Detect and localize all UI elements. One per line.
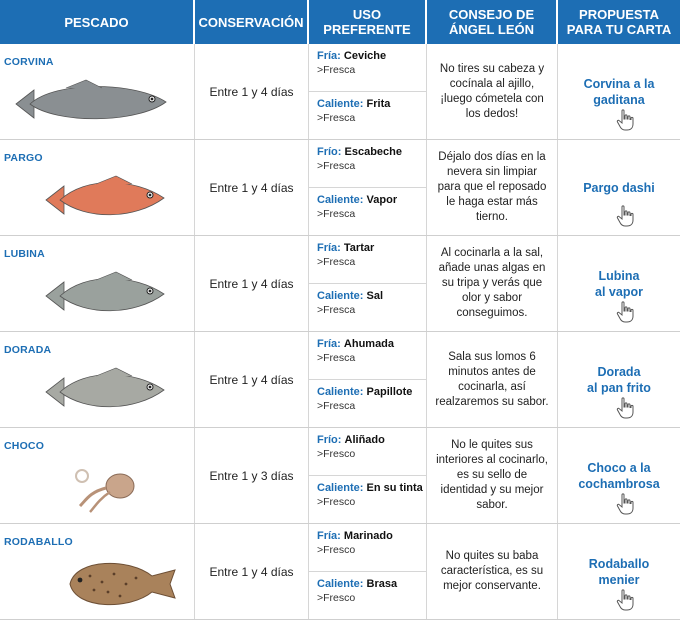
uso-caliente — [309, 476, 427, 524]
pointer-hand-icon — [616, 493, 634, 515]
header-propuesta: PROPUESTA PARA TU CARTA — [558, 0, 680, 44]
uso-caliente — [309, 92, 427, 140]
table-header — [0, 0, 680, 44]
uso-cell — [309, 44, 427, 139]
table-row — [0, 236, 680, 332]
fish-image — [10, 264, 185, 326]
fish-image — [10, 360, 185, 422]
fish-image — [10, 552, 185, 614]
propuesta-line2[interactable]: cochambrosa — [578, 476, 660, 491]
uso-fria — [309, 524, 427, 572]
propuesta-line1[interactable]: Corvina a la — [583, 76, 655, 91]
uso-fria-sub: >Fresco — [317, 544, 356, 556]
uso-caliente — [309, 188, 427, 236]
uso-fria-label: Fría: — [317, 50, 341, 62]
conservacion-text: Entre 1 y 4 días — [209, 372, 294, 387]
conservacion-cell — [195, 524, 309, 619]
consejo-cell — [427, 44, 558, 139]
uso-caliente-dish: En su tinta — [366, 482, 423, 494]
pointer-hand-icon — [616, 589, 634, 611]
consejo-cell — [427, 236, 558, 331]
conservacion-cell — [195, 140, 309, 235]
conservacion-text: Entre 1 y 4 días — [209, 180, 294, 195]
uso-fria-dish: Ceviche — [343, 50, 387, 62]
propuesta-line1[interactable]: Pargo dashi — [583, 180, 655, 195]
uso-cell — [309, 332, 427, 427]
pointer-hand-icon — [616, 205, 634, 227]
conservacion-cell — [195, 236, 309, 331]
uso-fria-dish: Escabeche — [344, 146, 402, 158]
table-body — [0, 44, 680, 620]
consejo-cell — [427, 524, 558, 619]
pointer-hand-icon — [616, 397, 634, 419]
table-row — [0, 44, 680, 140]
uso-fria-label: Fría: — [317, 242, 341, 254]
conservacion-text: Entre 1 y 4 días — [209, 276, 294, 291]
conservacion-cell — [195, 332, 309, 427]
fish-name: CORVINA — [4, 56, 54, 68]
uso-fria — [309, 332, 427, 380]
table-row — [0, 428, 680, 524]
consejo-cell — [427, 332, 558, 427]
uso-caliente-dish: Papillote — [366, 386, 413, 398]
fish-cell — [0, 524, 195, 619]
uso-fria-label: Frío: — [317, 434, 342, 446]
fish-cell — [0, 428, 195, 523]
consejo-text: No le quites sus interiores al cocinarlo, es su sello de identidad y su mejor sabor. — [436, 439, 548, 511]
header-consejo: CONSEJO DE ÁNGEL LEÓN — [427, 0, 558, 44]
uso-fria-sub: >Fresca — [317, 64, 356, 76]
conservacion-text: Entre 1 y 4 días — [209, 564, 294, 579]
fish-image — [10, 168, 185, 230]
uso-caliente-sub: >Fresca — [317, 208, 356, 220]
header-conservacion: CONSERVACIÓN — [195, 0, 309, 44]
uso-caliente-label: Caliente: — [317, 194, 364, 206]
uso-fria-label: Frío: — [317, 146, 342, 158]
propuesta-link[interactable] — [558, 428, 680, 523]
fish-cell — [0, 332, 195, 427]
uso-caliente-label: Caliente: — [317, 386, 364, 398]
fish-name: LUBINA — [4, 248, 45, 260]
uso-fria-sub: >Fresco — [317, 448, 356, 460]
propuesta-link[interactable] — [558, 236, 680, 331]
uso-caliente-dish: Sal — [366, 290, 384, 302]
uso-cell — [309, 428, 427, 523]
uso-caliente — [309, 284, 427, 332]
propuesta-line1[interactable]: Dorada — [597, 364, 641, 379]
uso-cell — [309, 524, 427, 619]
header-uso: USO PREFERENTE — [309, 0, 427, 44]
uso-fria-dish: Ahumada — [343, 338, 395, 350]
uso-caliente-sub: >Fresco — [317, 592, 356, 604]
propuesta-link[interactable] — [558, 524, 680, 619]
uso-fria — [309, 140, 427, 188]
uso-cell — [309, 236, 427, 331]
fish-cell — [0, 44, 195, 139]
consejo-text: Al cocinarla a la sal, añade unas algas en su tripa y verás que olor y sabor conseguimos. — [438, 247, 546, 319]
uso-fria-dish: Marinado — [343, 530, 393, 542]
uso-caliente — [309, 572, 427, 620]
table-row — [0, 140, 680, 236]
fish-name: PARGO — [4, 152, 43, 164]
propuesta-link[interactable] — [558, 332, 680, 427]
table-row — [0, 332, 680, 428]
conservacion-cell — [195, 428, 309, 523]
uso-caliente-sub: >Fresca — [317, 304, 356, 316]
table-row — [0, 524, 680, 620]
consejo-text: Sala sus lomos 6 minutos antes de cocinarla, así realzaremos su sabor. — [435, 350, 549, 408]
uso-fria-sub: >Fresca — [317, 160, 356, 172]
uso-caliente-sub: >Fresca — [317, 112, 356, 124]
uso-fria — [309, 44, 427, 92]
fish-cell — [0, 140, 195, 235]
consejo-text: Déjalo dos días en la nevera sin limpiar para que el reposado le haga estar más tierno. — [437, 151, 547, 223]
uso-fria-dish: Tartar — [343, 242, 375, 254]
uso-fria-label: Fría: — [317, 338, 341, 350]
uso-caliente-label: Caliente: — [317, 578, 364, 590]
pointer-hand-icon — [616, 109, 634, 131]
uso-fria-label: Fría: — [317, 530, 341, 542]
propuesta-line1[interactable]: Lubina — [598, 268, 640, 283]
fish-image — [10, 72, 185, 134]
uso-fria — [309, 236, 427, 284]
propuesta-line2[interactable]: menier — [598, 572, 640, 587]
propuesta-line1[interactable]: Choco a la — [587, 460, 651, 475]
uso-caliente-dish: Vapor — [366, 194, 398, 206]
consejo-cell — [427, 140, 558, 235]
uso-cell — [309, 140, 427, 235]
uso-caliente-label: Caliente: — [317, 482, 364, 494]
consejo-text: No tires su cabeza y cocínala al ajillo, ¡luego cómetela con los dedos! — [439, 62, 545, 120]
uso-fria-sub: >Fresca — [317, 256, 356, 268]
uso-caliente — [309, 380, 427, 428]
uso-caliente-sub: >Fresca — [317, 400, 356, 412]
uso-caliente-label: Caliente: — [317, 290, 364, 302]
uso-fria-sub: >Fresca — [317, 352, 356, 364]
conservacion-text: Entre 1 y 4 días — [209, 84, 294, 99]
pointer-hand-icon — [616, 301, 634, 323]
uso-caliente-dish: Frita — [366, 98, 391, 110]
uso-caliente-label: Caliente: — [317, 98, 364, 110]
fish-cell — [0, 236, 195, 331]
fish-image — [10, 456, 185, 518]
fish-name: CHOCO — [4, 440, 45, 452]
uso-caliente-dish: Brasa — [366, 578, 398, 590]
consejo-text: No quites su baba característica, es su mejor conservante. — [440, 550, 544, 592]
conservacion-cell — [195, 44, 309, 139]
uso-fria-dish: Aliñado — [344, 434, 385, 446]
consejo-cell — [427, 428, 558, 523]
fish-name: DORADA — [4, 344, 52, 356]
propuesta-line1[interactable]: Rodaballo — [588, 556, 650, 571]
propuesta-line2[interactable]: al vapor — [595, 284, 643, 299]
propuesta-line2[interactable]: al pan frito — [587, 380, 651, 395]
fish-name: RODABALLO — [4, 536, 73, 548]
conservacion-text: Entre 1 y 3 días — [209, 468, 294, 483]
uso-fria — [309, 428, 427, 476]
propuesta-link[interactable] — [558, 140, 680, 235]
header-pescado: PESCADO — [0, 0, 195, 44]
propuesta-link[interactable] — [558, 44, 680, 139]
uso-caliente-sub: >Fresco — [317, 496, 356, 508]
propuesta-line2[interactable]: gaditana — [593, 92, 645, 107]
